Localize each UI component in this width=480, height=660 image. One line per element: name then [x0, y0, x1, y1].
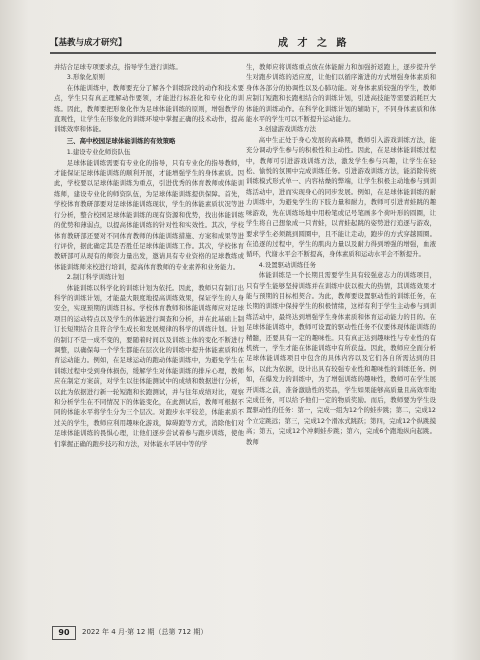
subheading: 1.建设专业化师资队伍 — [66, 148, 131, 157]
page-number: 90 — [52, 626, 76, 640]
paragraph: 高中生正处于身心发展的高峰期，教师引入游戏训练方法，能充分调动学生参与的积极性和主动性。因此，在足球体能训练过程中，教师可引进游戏训练方法，激发学生参与兴趣，让学生在轻松、愉悦的氛围中完成训练任务。引进游戏训练方法，能消除传统训练模式形式单一、内容枯燥的弊端，让学生积极主动地参与到训练活动中，进而实现身心的同步发展。例如，在足球体能训练的耐力训练中，为避免学生的下肢力量和耐力，教师可引进青蛙跳的趣味游戏，先在训练场地中用粉笔或记号笔画多个荷叶形的圆圈，让学生将自己想象成一只青蛙，以青蛙起跳的姿势进行追逐与游戏，要求学生必须跳到圆圈中，且不能让走动，跑步的方式穿越圆圈。在追逐的过程中，学生的肌肉力量以及耐力得到增强的增强，血液循环，代谢水平会不断提高，身体素质和运动水平会不断提升。 — [246, 135, 436, 259]
page-footer — [52, 626, 252, 640]
subheading: 4.设置驱动训练任务 — [258, 260, 317, 269]
subheading: 3.形象化原则 — [66, 73, 105, 82]
issue-info: 2022 年 4 月·第 12 期（总第 712 期） — [82, 628, 208, 636]
section-tag: 【基教与成才研究】 — [50, 38, 127, 48]
page-header — [50, 34, 436, 54]
right-column — [246, 62, 436, 612]
subheading: 2.制订科学训练计划 — [66, 273, 125, 282]
subheading: 3.创建游戏训练方法 — [258, 125, 317, 134]
paragraph: 在体能训练中，教师要充分了解各个训练阶段的动作和技术要点，学生只有真正理解动作要领，才能进行标准化和专业化的训练。因此，教师要把形象化作为足球体能训练的原则，增强教学的直观性，让学生在形象化的训练环境中掌握正确的技术动作，提高训练效率和体能。 — [54, 83, 244, 134]
paragraph: 体能训练是一个长期且需要学生具有较强意志力的训练项目，只有学生能够坚持训练并在训练中获以极大的热情，其训练效果才能与预期的目标相契合。为此，教师要设置驱动性的训练任务，在长期的训练中保持学生的积极情绪，这样有利于学生主动参与到训练活动中，最终达到增强学生身体素质和体育运动能力的目的。在足球体能训练中，教师可设置的驱动性任务不仅要体现体能训练的精髓，还要具有一定的趣味性。只有真正达到趣味性与专业性的有机统一，学生才能在体能训练中有所获益。因此，教师应全面分析足球体能训练项目中包含的具体内容以及它们各自所需达到的目标，以此为依据，设计出具有较强专业性和趣味性的训练任务。例如，在爆发力的训练中，为了增强训练的趣味性，教师可在学生展开训练之前，准备激励性的奖品，学生如果能够高质量且高效率地完成任务，可以给予他们一定的物质奖励。而后，教师要为学生设置驱动性的任务：第一，完成一组为12个的蛙步跳；第二，完成12个立定跳远；第三，完成12个滑冰式跳跃；第四，完成12个纵跳摸高；第五，完成12个冲刺蛙步跳；第六，完成6个跑地纵向起跳。教师 — [246, 271, 436, 446]
paragraph: 足球体能训练需要有专业化的指导，只有专业化的指导教师，才能保证足球体能训练的顺利开展，才能增强学生的身体素质。因此，学校要以足球体能训练为重点，引进优秀的体育教师或体能训练师，建设专业化的师资队伍，为足球体能训练提供保障。首先，学校体育教研部要对足球体能训练现状，学生的体能素质状况等进行分析，整合校园足球体能训练的现有资源和优势，找出体能训练的优势和薄弱点，以提高体能训练的针对性和实效性。其次，学校体育教研部还要对不同体育教师的体能训练措施、方案和成果等进行评价，据此确定其是否胜任足球体能训练工作。其次，学校体育教研部可从现有的师资力量出发，邀请具有专业资格的足球教练或体能训练师来校进行培训，提高体育教师的专业素养和业务能力。 — [54, 158, 244, 271]
journal-title: 成 才 之 路 — [278, 38, 350, 49]
left-column — [54, 62, 244, 612]
paragraph: 生，教师应将训练重点放在体能耐力和加强折返跑上，逐步提升学生对跑步训练的适应度，让他们以循序渐进的方式增强身体素质和身体各部分的协调性以及心肺功能。对身体素质较强的学生，教师应制订短跑和长跑相结合的训练计划，引进高技能等需要消耗巨大体能的训练动作。在科学化训练计划的辅助下，不同身体素质和体能水平的学生可以不断提升运动能力。 — [246, 63, 436, 124]
section-heading: 三、高中校园足球体能训练的有效策略 — [66, 136, 176, 145]
paragraph: 并结合足球专项要求点，指导学生进行训练。 — [54, 63, 182, 71]
paragraph: 体能训练以科学化的训练计划为依托。因此，教师只有制订出科学的训练计划，才能最大限度地提高训练效果，保证学生的人身安全，实现预期的训练目标。学校体育教师和体能训练师应对足球项目的运动特点以及学生的体能进行调查和分析，并在此基础上制订长短期结合且符合学生成长和发展规律的科学的训练计划。计划的制订不是一成不变的，要随着时间以及训练主体的变化不断进行调整，以确保每一个学生都能在层次化的训练中提升体能素质和体育运动能力。例如，在足球运动的跑动体能训练中，为避免学生在训练过程中受到身体损伤，缓解学生对体能训练的排斥心理，教师应在制定方案前，对学生以往体能测试中的成绩和数据进行分析，以此为依据进行新一轮短跑和长跑测试，并与往年成绩对比，观察和分析学生在不同情况下的体能变化，在此测试后，教师可根据不同的体能水平将学生分为三个层次。对跑步水平较差，体能素质不过关的学生，教师应利用趣味化游戏，障碍跑等方式，消除他们对足球体能训练的畏惧心理，让他们逐步尝试着参与跑步训练，使他们掌握正确的跑步技巧和方法，对体能水平居中等的学 — [54, 283, 244, 448]
